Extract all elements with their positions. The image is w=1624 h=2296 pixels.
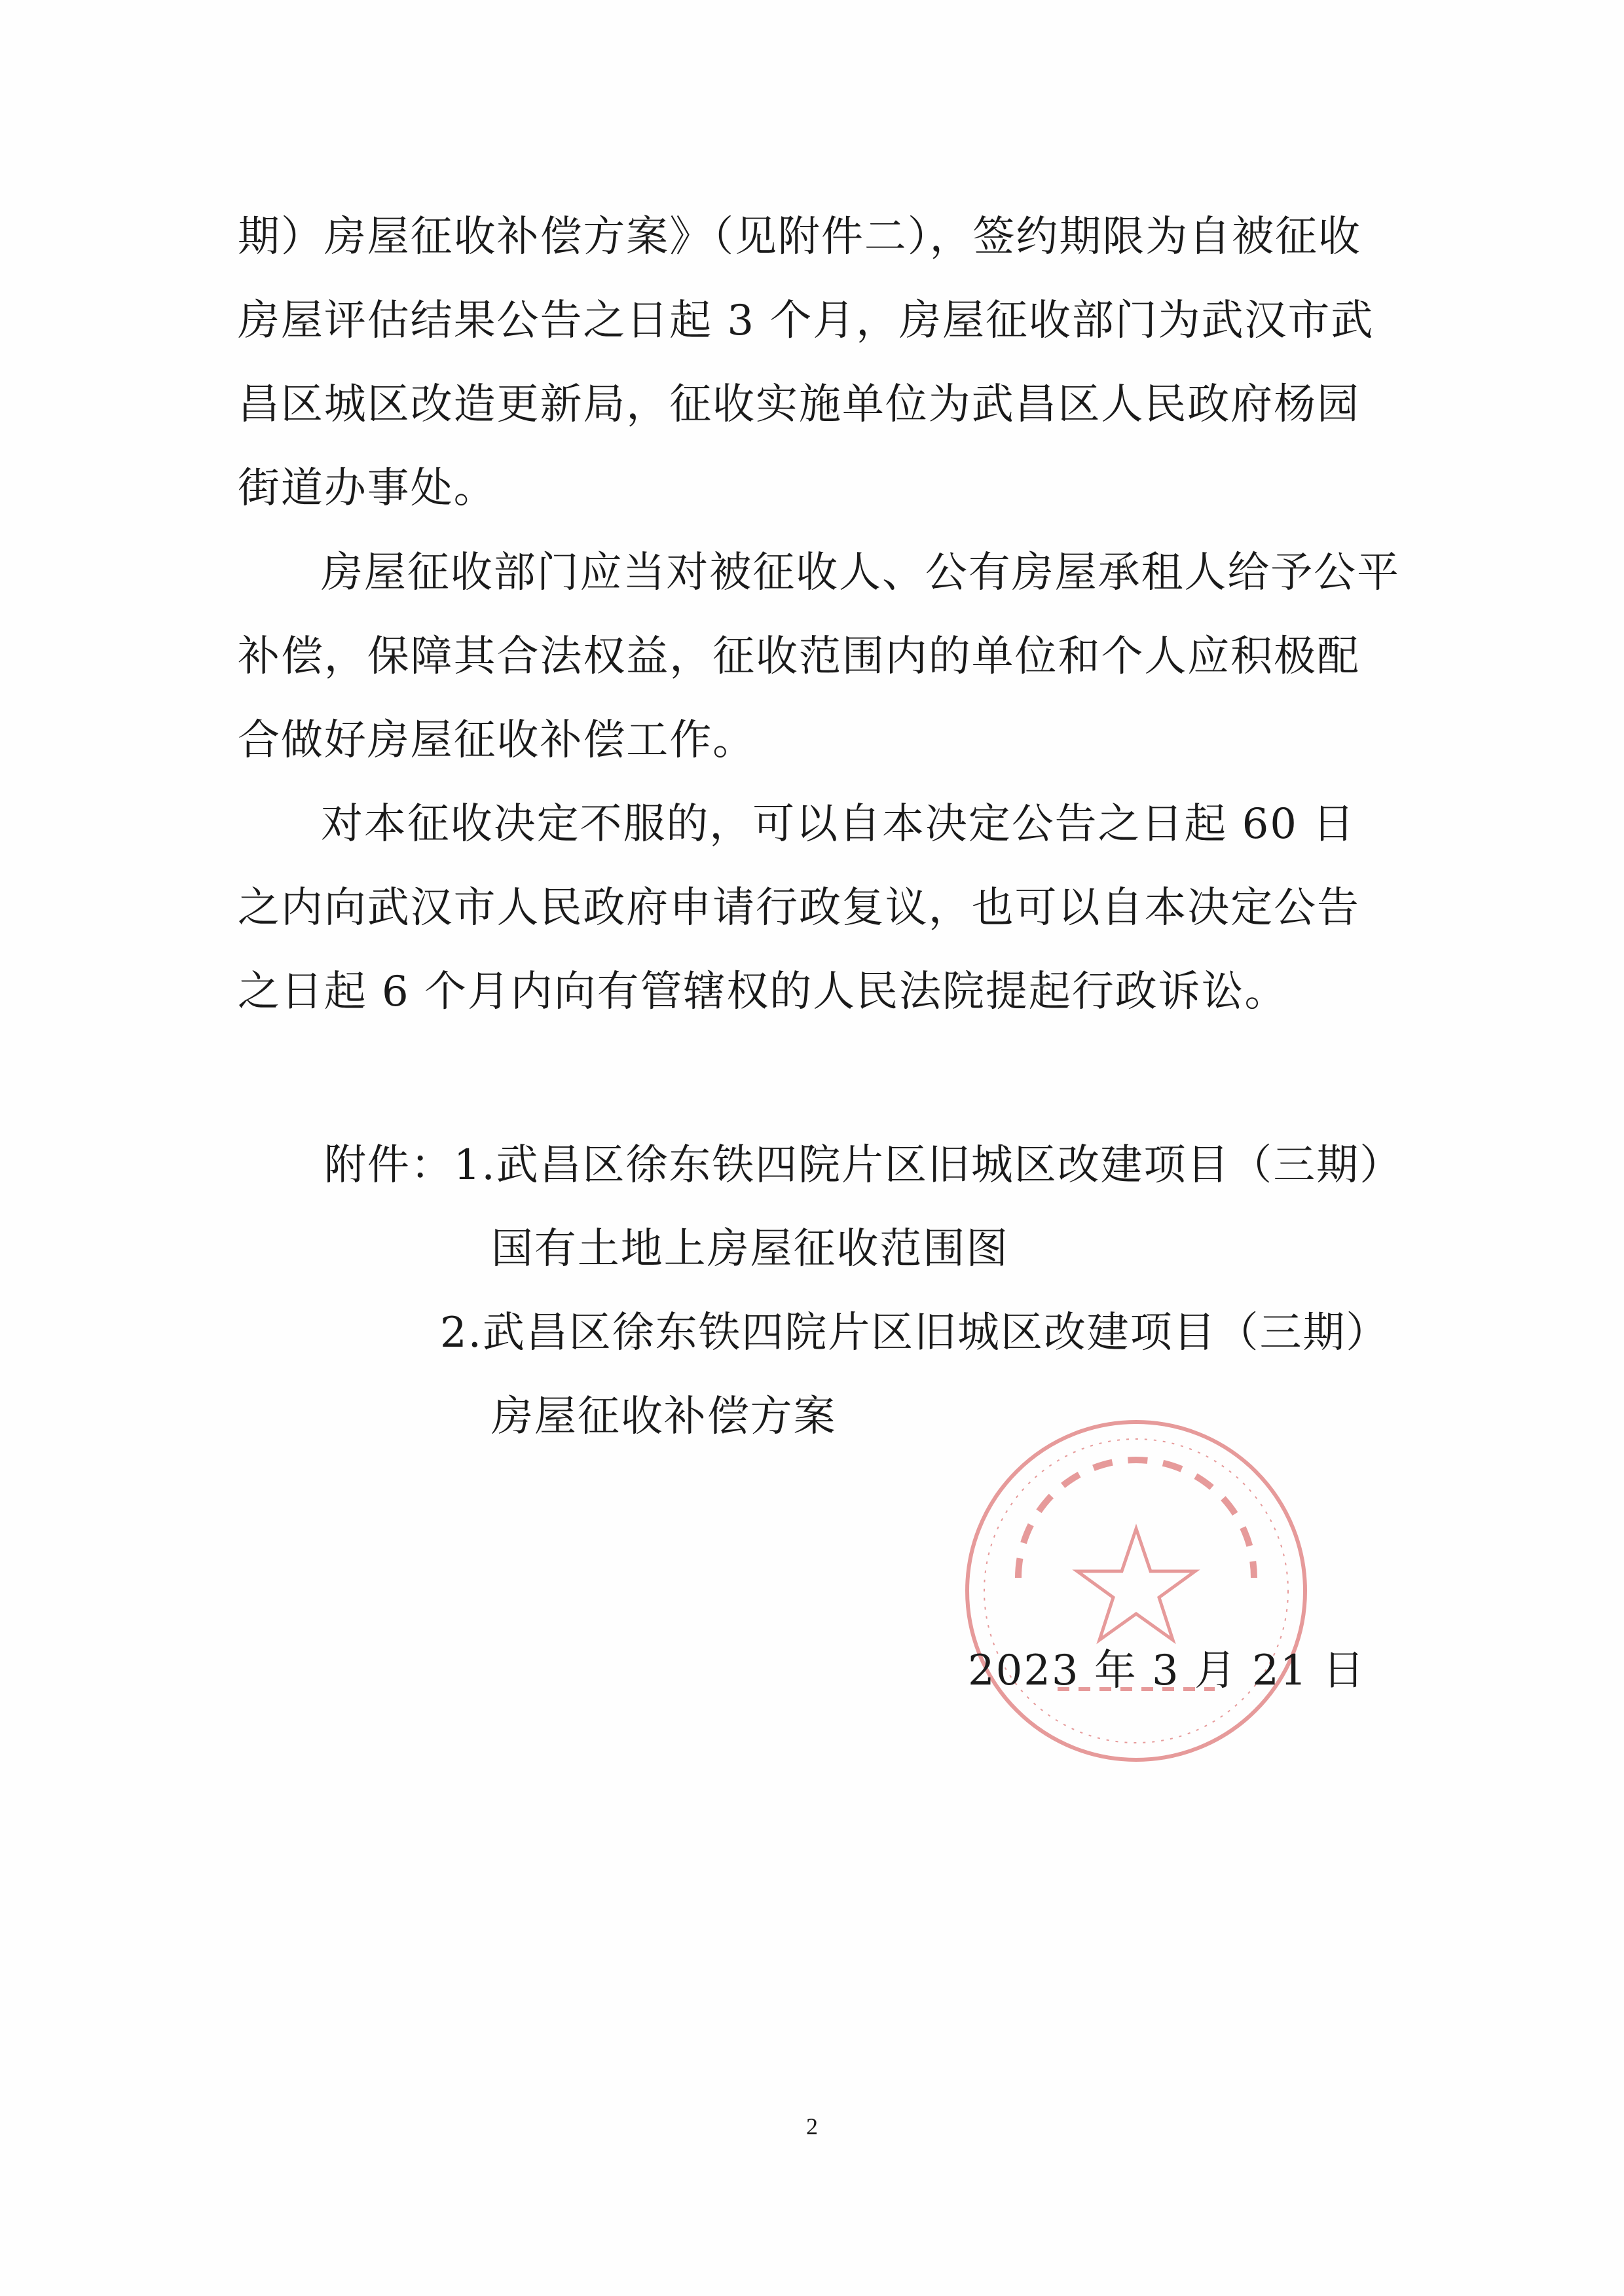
paragraph-line: 昌区城区改造更新局，征收实施单位为武昌区人民政府杨园 (238, 380, 1360, 429)
paragraph-line: 对本征收决定不服的，可以自本决定公告之日起 60 日 (321, 800, 1356, 848)
page-number: 2 (806, 2113, 818, 2140)
paragraph-line: 期）房屋征收补偿方案》（见附件二），签约期限为自被征收 (238, 213, 1361, 261)
paragraph-line: 之日起 6 个月内向有管辖权的人民法院提起行政诉讼。 (238, 968, 1288, 1016)
paragraph-line: 房屋评估结果公告之日起 3 个月，房屋征收部门为武汉市武 (238, 297, 1375, 345)
official-seal-icon (959, 1414, 1313, 1768)
signature-date: 2023 年 3 月 21 日 (968, 1647, 1366, 1695)
attachment-1-continuation: 国有土地上房屋征收范围图 (491, 1225, 1010, 1273)
paragraph-line: 街道办事处。 (238, 464, 497, 513)
attachment-1-title: 1.武昌区徐东铁四院片区旧城区改建项目（三期） (453, 1141, 1403, 1190)
paragraph-line: 合做好房屋征收补偿工作。 (238, 716, 756, 765)
paragraph-line: 补偿，保障其合法权益，征收范围内的单位和个人应积极配 (238, 632, 1360, 681)
attachment-item-1 (324, 1139, 1403, 1192)
attachment-item-2: 2.武昌区徐东铁四院片区旧城区改建项目（三期） (440, 1309, 1390, 1357)
attachments-label: 附件： (324, 1141, 454, 1190)
paragraph-line: 房屋征收部门应当对被征收人、公有房屋承租人给予公平 (321, 549, 1400, 597)
attachment-2-continuation: 房屋征收补偿方案 (491, 1393, 837, 1441)
paragraph-line: 之内向武汉市人民政府申请行政复议，也可以自本决定公告 (238, 884, 1360, 932)
